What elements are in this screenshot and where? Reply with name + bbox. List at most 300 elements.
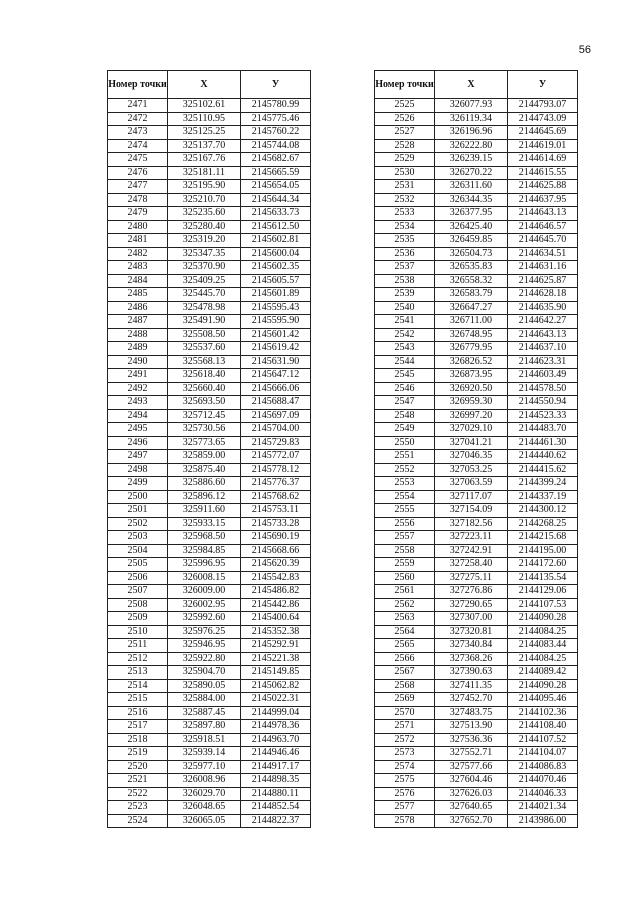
table-row [108, 625, 311, 639]
table-row [375, 517, 578, 531]
cell-point-number: 2477 [108, 180, 168, 194]
table-row [375, 153, 578, 167]
cell-point-number: 2490 [108, 355, 168, 369]
cell-point-number: 2476 [108, 166, 168, 180]
cell-y: 2145149.85 [241, 666, 311, 680]
cell-x: 327552.71 [435, 747, 508, 761]
table-row [108, 787, 311, 801]
cell-y: 2145633.73 [241, 207, 311, 221]
cell-point-number: 2503 [108, 531, 168, 545]
cell-y: 2145647.12 [241, 369, 311, 383]
table-row [375, 288, 578, 302]
cell-x: 325897.80 [168, 720, 241, 734]
table-row [375, 247, 578, 261]
cell-y: 2145666.06 [241, 382, 311, 396]
header-point-number: Номер точки [375, 71, 435, 99]
cell-x: 326583.79 [435, 288, 508, 302]
cell-y: 2144104.07 [508, 747, 578, 761]
cell-y: 2145602.81 [241, 234, 311, 248]
cell-point-number: 2507 [108, 585, 168, 599]
cell-y: 2144898.35 [241, 774, 311, 788]
cell-y: 2145542.83 [241, 571, 311, 585]
table-row [375, 301, 578, 315]
cell-x: 325409.25 [168, 274, 241, 288]
cell-point-number: 2554 [375, 490, 435, 504]
table-row [375, 450, 578, 464]
table-row [108, 207, 311, 221]
table-row [375, 706, 578, 720]
table-row [375, 544, 578, 558]
cell-point-number: 2479 [108, 207, 168, 221]
cell-y: 2144625.87 [508, 274, 578, 288]
cell-point-number: 2527 [375, 126, 435, 140]
cell-y: 2145619.42 [241, 342, 311, 356]
cell-x: 327242.91 [435, 544, 508, 558]
cell-point-number: 2474 [108, 139, 168, 153]
cell-y: 2144523.33 [508, 409, 578, 423]
table-row [108, 652, 311, 666]
cell-point-number: 2515 [108, 693, 168, 707]
table-row [108, 423, 311, 437]
cell-point-number: 2575 [375, 774, 435, 788]
cell-x: 326002.95 [168, 598, 241, 612]
table-row [108, 180, 311, 194]
table-row [375, 801, 578, 815]
cell-point-number: 2471 [108, 99, 168, 113]
cell-y: 2145062.82 [241, 679, 311, 693]
cell-point-number: 2489 [108, 342, 168, 356]
cell-y: 2143986.00 [508, 814, 578, 828]
cell-point-number: 2539 [375, 288, 435, 302]
cell-y: 2144083.44 [508, 639, 578, 653]
table-row [108, 733, 311, 747]
coordinates-table-right [374, 70, 578, 828]
cell-point-number: 2510 [108, 625, 168, 639]
cell-point-number: 2478 [108, 193, 168, 207]
coordinates-table-left [107, 70, 311, 828]
cell-x: 325996.95 [168, 558, 241, 572]
cell-point-number: 2521 [108, 774, 168, 788]
cell-x: 327154.09 [435, 504, 508, 518]
cell-x: 325773.65 [168, 436, 241, 450]
cell-y: 2145697.09 [241, 409, 311, 423]
table-row [375, 477, 578, 491]
cell-point-number: 2574 [375, 760, 435, 774]
cell-y: 2144642.27 [508, 315, 578, 329]
cell-point-number: 2540 [375, 301, 435, 315]
cell-x: 327536.36 [435, 733, 508, 747]
table-row [108, 571, 311, 585]
cell-point-number: 2472 [108, 112, 168, 126]
cell-x: 326873.95 [435, 369, 508, 383]
cell-point-number: 2556 [375, 517, 435, 531]
cell-x: 326311.60 [435, 180, 508, 194]
cell-point-number: 2535 [375, 234, 435, 248]
cell-y: 2144084.25 [508, 625, 578, 639]
cell-point-number: 2526 [375, 112, 435, 126]
cell-point-number: 2475 [108, 153, 168, 167]
table-row [375, 571, 578, 585]
table-row [375, 760, 578, 774]
table-row [375, 558, 578, 572]
cell-x: 325235.60 [168, 207, 241, 221]
cell-x: 326029.70 [168, 787, 241, 801]
table-row [375, 639, 578, 653]
cell-point-number: 2505 [108, 558, 168, 572]
cell-x: 325660.40 [168, 382, 241, 396]
cell-y: 2145775.46 [241, 112, 311, 126]
cell-y: 2144215.68 [508, 531, 578, 545]
table-row [375, 166, 578, 180]
cell-x: 326344.35 [435, 193, 508, 207]
cell-x: 327640.65 [435, 801, 508, 815]
cell-point-number: 2547 [375, 396, 435, 410]
cell-y: 2145602.35 [241, 261, 311, 275]
table-row [375, 747, 578, 761]
cell-x: 326377.95 [435, 207, 508, 221]
cell-point-number: 2502 [108, 517, 168, 531]
cell-y: 2145631.90 [241, 355, 311, 369]
cell-x: 326008.15 [168, 571, 241, 585]
cell-x: 327452.70 [435, 693, 508, 707]
cell-y: 2145778.12 [241, 463, 311, 477]
table-row [108, 409, 311, 423]
table-row [375, 598, 578, 612]
cell-x: 327182.56 [435, 517, 508, 531]
cell-y: 2145400.64 [241, 612, 311, 626]
cell-y: 2144129.06 [508, 585, 578, 599]
table-row [108, 315, 311, 329]
cell-point-number: 2480 [108, 220, 168, 234]
cell-x: 327626.03 [435, 787, 508, 801]
cell-y: 2144095.46 [508, 693, 578, 707]
cell-y: 2144084.25 [508, 652, 578, 666]
cell-point-number: 2504 [108, 544, 168, 558]
cell-x: 326920.50 [435, 382, 508, 396]
table-row [375, 193, 578, 207]
cell-y: 2144089.42 [508, 666, 578, 680]
cell-y: 2144578.50 [508, 382, 578, 396]
cell-point-number: 2564 [375, 625, 435, 639]
cell-point-number: 2542 [375, 328, 435, 342]
cell-y: 2144102.36 [508, 706, 578, 720]
cell-y: 2144646.57 [508, 220, 578, 234]
table-row [108, 801, 311, 815]
cell-y: 2144637.10 [508, 342, 578, 356]
cell-x: 326270.22 [435, 166, 508, 180]
cell-point-number: 2523 [108, 801, 168, 815]
cell-point-number: 2572 [375, 733, 435, 747]
cell-x: 325195.90 [168, 180, 241, 194]
cell-x: 327029.10 [435, 423, 508, 437]
cell-x: 327577.66 [435, 760, 508, 774]
cell-point-number: 2506 [108, 571, 168, 585]
cell-x: 325896.12 [168, 490, 241, 504]
cell-x: 326222.80 [435, 139, 508, 153]
cell-x: 327411.35 [435, 679, 508, 693]
cell-y: 2145772.07 [241, 450, 311, 464]
table-row [375, 490, 578, 504]
cell-x: 327275.11 [435, 571, 508, 585]
cell-x: 327117.07 [435, 490, 508, 504]
cell-point-number: 2486 [108, 301, 168, 315]
cell-y: 2144645.70 [508, 234, 578, 248]
cell-x: 325904.70 [168, 666, 241, 680]
cell-point-number: 2537 [375, 261, 435, 275]
cell-point-number: 2551 [375, 450, 435, 464]
cell-point-number: 2519 [108, 747, 168, 761]
table-row [108, 288, 311, 302]
table-row [375, 112, 578, 126]
cell-y: 2144195.00 [508, 544, 578, 558]
cell-x: 326558.32 [435, 274, 508, 288]
cell-x: 327483.75 [435, 706, 508, 720]
cell-y: 2145644.34 [241, 193, 311, 207]
cell-y: 2144268.25 [508, 517, 578, 531]
cell-x: 325508.50 [168, 328, 241, 342]
table-row [375, 423, 578, 437]
table-row [108, 436, 311, 450]
cell-y: 2144090.28 [508, 612, 578, 626]
cell-y: 2145442.86 [241, 598, 311, 612]
cell-y: 2145654.05 [241, 180, 311, 194]
cell-y: 2145605.57 [241, 274, 311, 288]
cell-y: 2144619.01 [508, 139, 578, 153]
table-row [108, 598, 311, 612]
cell-y: 2145600.04 [241, 247, 311, 261]
cell-point-number: 2557 [375, 531, 435, 545]
header-y: У [241, 71, 311, 99]
table-row [108, 355, 311, 369]
table-row [108, 585, 311, 599]
cell-point-number: 2514 [108, 679, 168, 693]
cell-x: 325887.45 [168, 706, 241, 720]
cell-point-number: 2517 [108, 720, 168, 734]
table-row [375, 666, 578, 680]
cell-x: 325939.14 [168, 747, 241, 761]
cell-x: 327604.46 [435, 774, 508, 788]
cell-x: 325875.40 [168, 463, 241, 477]
cell-point-number: 2553 [375, 477, 435, 491]
cell-point-number: 2546 [375, 382, 435, 396]
cell-point-number: 2482 [108, 247, 168, 261]
table-row [375, 220, 578, 234]
table-row [108, 558, 311, 572]
cell-point-number: 2549 [375, 423, 435, 437]
cell-y: 2144628.18 [508, 288, 578, 302]
table-row [108, 369, 311, 383]
cell-point-number: 2536 [375, 247, 435, 261]
cell-point-number: 2567 [375, 666, 435, 680]
table-row [375, 207, 578, 221]
table-row [108, 639, 311, 653]
cell-point-number: 2569 [375, 693, 435, 707]
cell-point-number: 2495 [108, 423, 168, 437]
cell-y: 2144852.54 [241, 801, 311, 815]
table-row [375, 693, 578, 707]
cell-point-number: 2513 [108, 666, 168, 680]
cell-x: 325210.70 [168, 193, 241, 207]
table-row [375, 261, 578, 275]
cell-x: 325445.70 [168, 288, 241, 302]
table-row [375, 436, 578, 450]
cell-y: 2145221.38 [241, 652, 311, 666]
cell-y: 2144108.40 [508, 720, 578, 734]
table-row [375, 585, 578, 599]
table-row [375, 342, 578, 356]
cell-point-number: 2483 [108, 261, 168, 275]
cell-x: 325102.61 [168, 99, 241, 113]
cell-x: 327340.84 [435, 639, 508, 653]
table-row [108, 477, 311, 491]
cell-y: 2145776.37 [241, 477, 311, 491]
cell-point-number: 2494 [108, 409, 168, 423]
cell-y: 2144086.83 [508, 760, 578, 774]
cell-x: 326008.96 [168, 774, 241, 788]
cell-x: 325347.35 [168, 247, 241, 261]
table-row [108, 531, 311, 545]
cell-point-number: 2525 [375, 99, 435, 113]
cell-y: 2144135.54 [508, 571, 578, 585]
cell-x: 325933.15 [168, 517, 241, 531]
cell-x: 327053.25 [435, 463, 508, 477]
cell-x: 325886.60 [168, 477, 241, 491]
cell-y: 2144978.36 [241, 720, 311, 734]
cell-y: 2144999.04 [241, 706, 311, 720]
cell-x: 326748.95 [435, 328, 508, 342]
cell-point-number: 2576 [375, 787, 435, 801]
table-row [108, 382, 311, 396]
cell-x: 325884.00 [168, 693, 241, 707]
cell-point-number: 2578 [375, 814, 435, 828]
table-row [375, 720, 578, 734]
cell-y: 2144880.11 [241, 787, 311, 801]
cell-point-number: 2512 [108, 652, 168, 666]
table-row [108, 706, 311, 720]
cell-y: 2144614.69 [508, 153, 578, 167]
table-row [108, 274, 311, 288]
cell-x: 325125.25 [168, 126, 241, 140]
cell-x: 325859.00 [168, 450, 241, 464]
table-header-row [108, 71, 311, 99]
cell-x: 325922.80 [168, 652, 241, 666]
table-row [108, 166, 311, 180]
cell-point-number: 2570 [375, 706, 435, 720]
cell-y: 2145733.28 [241, 517, 311, 531]
cell-y: 2144643.13 [508, 328, 578, 342]
table-row [108, 261, 311, 275]
cell-x: 325280.40 [168, 220, 241, 234]
cell-y: 2144822.37 [241, 814, 311, 828]
cell-y: 2144399.24 [508, 477, 578, 491]
table-row [375, 612, 578, 626]
table-row [108, 517, 311, 531]
page-number: 56 [578, 44, 591, 56]
cell-x: 325968.50 [168, 531, 241, 545]
cell-point-number: 2571 [375, 720, 435, 734]
cell-y: 2145704.00 [241, 423, 311, 437]
cell-y: 2145352.38 [241, 625, 311, 639]
cell-point-number: 2534 [375, 220, 435, 234]
cell-point-number: 2577 [375, 801, 435, 815]
table-row [375, 774, 578, 788]
cell-y: 2144623.31 [508, 355, 578, 369]
cell-y: 2144963.70 [241, 733, 311, 747]
cell-y: 2145612.50 [241, 220, 311, 234]
table-row [108, 450, 311, 464]
cell-point-number: 2558 [375, 544, 435, 558]
cell-point-number: 2501 [108, 504, 168, 518]
table-row [108, 814, 311, 828]
table-header-row [375, 71, 578, 99]
table-row [108, 463, 311, 477]
table-row [108, 679, 311, 693]
cell-x: 325618.40 [168, 369, 241, 383]
cell-x: 326997.20 [435, 409, 508, 423]
cell-x: 327041.21 [435, 436, 508, 450]
cell-x: 325693.50 [168, 396, 241, 410]
cell-x: 325976.25 [168, 625, 241, 639]
table-row [375, 355, 578, 369]
cell-x: 325167.76 [168, 153, 241, 167]
table-row [375, 274, 578, 288]
table-row [108, 490, 311, 504]
cell-point-number: 2481 [108, 234, 168, 248]
cell-point-number: 2509 [108, 612, 168, 626]
cell-y: 2144300.12 [508, 504, 578, 518]
cell-x: 325984.85 [168, 544, 241, 558]
header-x: Х [168, 71, 241, 99]
table-row [375, 315, 578, 329]
cell-point-number: 2511 [108, 639, 168, 653]
cell-point-number: 2528 [375, 139, 435, 153]
table-row [108, 301, 311, 315]
cell-y: 2145595.90 [241, 315, 311, 329]
table-row [375, 787, 578, 801]
cell-point-number: 2529 [375, 153, 435, 167]
cell-x: 325370.90 [168, 261, 241, 275]
cell-x: 325712.45 [168, 409, 241, 423]
cell-point-number: 2568 [375, 679, 435, 693]
cell-point-number: 2520 [108, 760, 168, 774]
cell-y: 2144643.13 [508, 207, 578, 221]
cell-point-number: 2550 [375, 436, 435, 450]
cell-x: 325918.51 [168, 733, 241, 747]
cell-x: 326826.52 [435, 355, 508, 369]
cell-y: 2145744.08 [241, 139, 311, 153]
cell-x: 327276.86 [435, 585, 508, 599]
cell-y: 2145665.59 [241, 166, 311, 180]
cell-y: 2144107.53 [508, 598, 578, 612]
cell-x: 327513.90 [435, 720, 508, 734]
cell-x: 325137.70 [168, 139, 241, 153]
cell-point-number: 2496 [108, 436, 168, 450]
cell-point-number: 2492 [108, 382, 168, 396]
cell-y: 2144631.16 [508, 261, 578, 275]
cell-y: 2144107.52 [508, 733, 578, 747]
cell-y: 2144021.34 [508, 801, 578, 815]
cell-x: 325730.56 [168, 423, 241, 437]
cell-x: 326119.34 [435, 112, 508, 126]
cell-y: 2144625.88 [508, 180, 578, 194]
cell-x: 325478.98 [168, 301, 241, 315]
cell-y: 2145729.83 [241, 436, 311, 450]
cell-y: 2144550.94 [508, 396, 578, 410]
table-row [108, 153, 311, 167]
cell-y: 2144637.95 [508, 193, 578, 207]
cell-y: 2145601.89 [241, 288, 311, 302]
table-row [108, 99, 311, 113]
